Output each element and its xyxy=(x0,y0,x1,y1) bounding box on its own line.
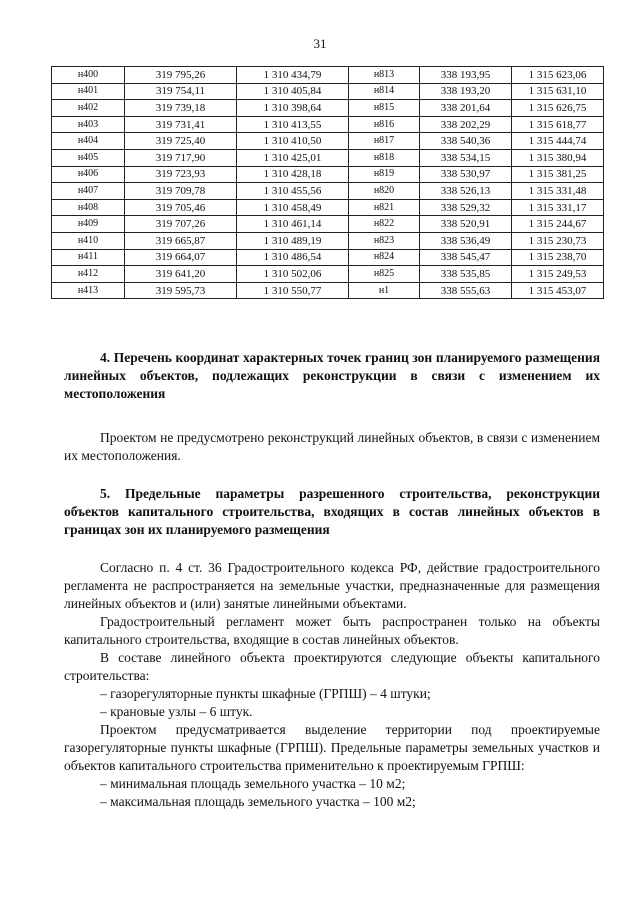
y-coordinate-cell: 1 310 398,64 xyxy=(237,100,349,117)
list-item-min-area: – минимальная площадь земельного участка – 10 м2; xyxy=(100,776,406,791)
x-coordinate-cell: 338 202,29 xyxy=(420,116,512,133)
x-coordinate-cell: 338 555,63 xyxy=(420,282,512,299)
y-coordinate-cell: 1 315 381,25 xyxy=(512,166,604,183)
y-coordinate-cell: 1 315 626,75 xyxy=(512,100,604,117)
x-coordinate-cell: 319 731,41 xyxy=(125,116,237,133)
y-coordinate-cell: 1 310 458,49 xyxy=(237,199,349,216)
table-row xyxy=(52,266,604,283)
point-id-cell: н406 xyxy=(52,166,125,183)
y-coordinate-cell: 1 310 405,84 xyxy=(237,83,349,100)
point-id-cell: н815 xyxy=(349,100,420,117)
point-id-cell: н820 xyxy=(349,183,420,200)
table-row xyxy=(52,149,604,166)
table-row xyxy=(52,183,604,200)
coordinates-table xyxy=(51,66,604,299)
section-5 xyxy=(64,485,600,811)
y-coordinate-cell: 1 315 444,74 xyxy=(512,133,604,150)
x-coordinate-cell: 319 795,26 xyxy=(125,67,237,84)
y-coordinate-cell: 1 315 623,06 xyxy=(512,67,604,84)
point-id-cell: н824 xyxy=(349,249,420,266)
point-id-cell: н405 xyxy=(52,149,125,166)
y-coordinate-cell: 1 310 428,18 xyxy=(237,166,349,183)
point-id-cell: н817 xyxy=(349,133,420,150)
table-row xyxy=(52,100,604,117)
section-5-paragraph-2: Градостроительный регламент может быть распространен только на объекты капитального строительства, входящие в состав линейных объектов. xyxy=(64,614,600,647)
x-coordinate-cell: 338 201,64 xyxy=(420,100,512,117)
point-id-cell: н402 xyxy=(52,100,125,117)
point-id-cell: н400 xyxy=(52,67,125,84)
point-id-cell: н410 xyxy=(52,232,125,249)
section-4 xyxy=(64,349,600,465)
coordinates-table-body xyxy=(52,67,604,299)
y-coordinate-cell: 1 315 331,48 xyxy=(512,183,604,200)
x-coordinate-cell: 338 193,95 xyxy=(420,67,512,84)
y-coordinate-cell: 1 315 230,73 xyxy=(512,232,604,249)
x-coordinate-cell: 319 707,26 xyxy=(125,216,237,233)
x-coordinate-cell: 319 705,46 xyxy=(125,199,237,216)
point-id-cell: н814 xyxy=(349,83,420,100)
point-id-cell: н403 xyxy=(52,116,125,133)
point-id-cell: н819 xyxy=(349,166,420,183)
y-coordinate-cell: 1 315 244,67 xyxy=(512,216,604,233)
table-row xyxy=(52,67,604,84)
y-coordinate-cell: 1 315 618,77 xyxy=(512,116,604,133)
y-coordinate-cell: 1 310 486,54 xyxy=(237,249,349,266)
y-coordinate-cell: 1 310 489,19 xyxy=(237,232,349,249)
table-row xyxy=(52,249,604,266)
x-coordinate-cell: 338 529,32 xyxy=(420,199,512,216)
section-4-text: Проектом не предусмотрено реконструкций линейных объектов, в связи с изменением их местоположения. xyxy=(64,430,600,463)
y-coordinate-cell: 1 310 410,50 xyxy=(237,133,349,150)
y-coordinate-cell: 1 315 380,94 xyxy=(512,149,604,166)
y-coordinate-cell: 1 315 631,10 xyxy=(512,83,604,100)
y-coordinate-cell: 1 315 238,70 xyxy=(512,249,604,266)
x-coordinate-cell: 338 526,13 xyxy=(420,183,512,200)
x-coordinate-cell: 319 595,73 xyxy=(125,282,237,299)
y-coordinate-cell: 1 315 249,53 xyxy=(512,266,604,283)
table-row xyxy=(52,83,604,100)
table-row xyxy=(52,216,604,233)
section-4-heading: 4. Перечень координат характерных точек границ зон планируемого размещения линейных объектов, подлежащих реконструкции в связи с изменением их местоположения xyxy=(64,350,600,401)
y-coordinate-cell: 1 310 425,01 xyxy=(237,149,349,166)
point-id-cell: н408 xyxy=(52,199,125,216)
table-row xyxy=(52,199,604,216)
y-coordinate-cell: 1 310 461,14 xyxy=(237,216,349,233)
point-id-cell: н813 xyxy=(349,67,420,84)
point-id-cell: н409 xyxy=(52,216,125,233)
y-coordinate-cell: 1 310 413,55 xyxy=(237,116,349,133)
point-id-cell: н404 xyxy=(52,133,125,150)
point-id-cell: н825 xyxy=(349,266,420,283)
page-number: 31 xyxy=(313,36,327,51)
y-coordinate-cell: 1 310 455,56 xyxy=(237,183,349,200)
x-coordinate-cell: 319 725,40 xyxy=(125,133,237,150)
x-coordinate-cell: 338 530,97 xyxy=(420,166,512,183)
table-row xyxy=(52,116,604,133)
section-5-paragraph-1: Согласно п. 4 ст. 36 Градостроительного кодекса РФ, действие градостроительного регламента не распространяется на земельные участки, предназначенные для размещения линейных объектов и (или) занятые линейными объектами. xyxy=(64,560,600,611)
x-coordinate-cell: 338 193,20 xyxy=(420,83,512,100)
point-id-cell: н822 xyxy=(349,216,420,233)
section-5-heading: 5. Предельные параметры разрешенного строительства, реконструкции объектов капитального строительства, входящих в состав линейных объектов в границах зон их планируемого размещения xyxy=(64,486,600,537)
x-coordinate-cell: 338 534,15 xyxy=(420,149,512,166)
x-coordinate-cell: 338 535,85 xyxy=(420,266,512,283)
y-coordinate-cell: 1 310 550,77 xyxy=(237,282,349,299)
point-id-cell: н412 xyxy=(52,266,125,283)
table-row xyxy=(52,166,604,183)
point-id-cell: н823 xyxy=(349,232,420,249)
point-id-cell: н413 xyxy=(52,282,125,299)
table-row xyxy=(52,232,604,249)
x-coordinate-cell: 319 723,93 xyxy=(125,166,237,183)
x-coordinate-cell: 319 664,07 xyxy=(125,249,237,266)
y-coordinate-cell: 1 310 434,79 xyxy=(237,67,349,84)
point-id-cell: н821 xyxy=(349,199,420,216)
table-row xyxy=(52,282,604,299)
point-id-cell: н818 xyxy=(349,149,420,166)
x-coordinate-cell: 319 665,87 xyxy=(125,232,237,249)
section-5-paragraph-3: В составе линейного объекта проектируются следующие объекты капитального строительства: xyxy=(64,650,600,683)
x-coordinate-cell: 338 536,49 xyxy=(420,232,512,249)
x-coordinate-cell: 338 540,36 xyxy=(420,133,512,150)
x-coordinate-cell: 319 754,11 xyxy=(125,83,237,100)
point-id-cell: н1 xyxy=(349,282,420,299)
table-row xyxy=(52,133,604,150)
list-item-grpsh: – газорегуляторные пункты шкафные (ГРПШ) – 4 штуки; xyxy=(100,686,431,701)
list-item-max-area: – максимальная площадь земельного участка – 100 м2; xyxy=(100,794,416,809)
point-id-cell: н407 xyxy=(52,183,125,200)
y-coordinate-cell: 1 315 453,07 xyxy=(512,282,604,299)
y-coordinate-cell: 1 310 502,06 xyxy=(237,266,349,283)
x-coordinate-cell: 319 717,90 xyxy=(125,149,237,166)
x-coordinate-cell: 319 739,18 xyxy=(125,100,237,117)
point-id-cell: н816 xyxy=(349,116,420,133)
x-coordinate-cell: 338 520,91 xyxy=(420,216,512,233)
x-coordinate-cell: 338 545,47 xyxy=(420,249,512,266)
x-coordinate-cell: 319 709,78 xyxy=(125,183,237,200)
section-5-paragraph-4: Проектом предусматривается выделение территории под проектируемые газорегуляторные пункты шкафные (ГРПШ). Предельные параметры земельных участков и объектов капитального строительства применительно к проектируемым ГРПШ: xyxy=(64,722,600,773)
point-id-cell: н411 xyxy=(52,249,125,266)
x-coordinate-cell: 319 641,20 xyxy=(125,266,237,283)
point-id-cell: н401 xyxy=(52,83,125,100)
y-coordinate-cell: 1 315 331,17 xyxy=(512,199,604,216)
list-item-crane-nodes: – крановые узлы – 6 штук. xyxy=(100,704,253,719)
